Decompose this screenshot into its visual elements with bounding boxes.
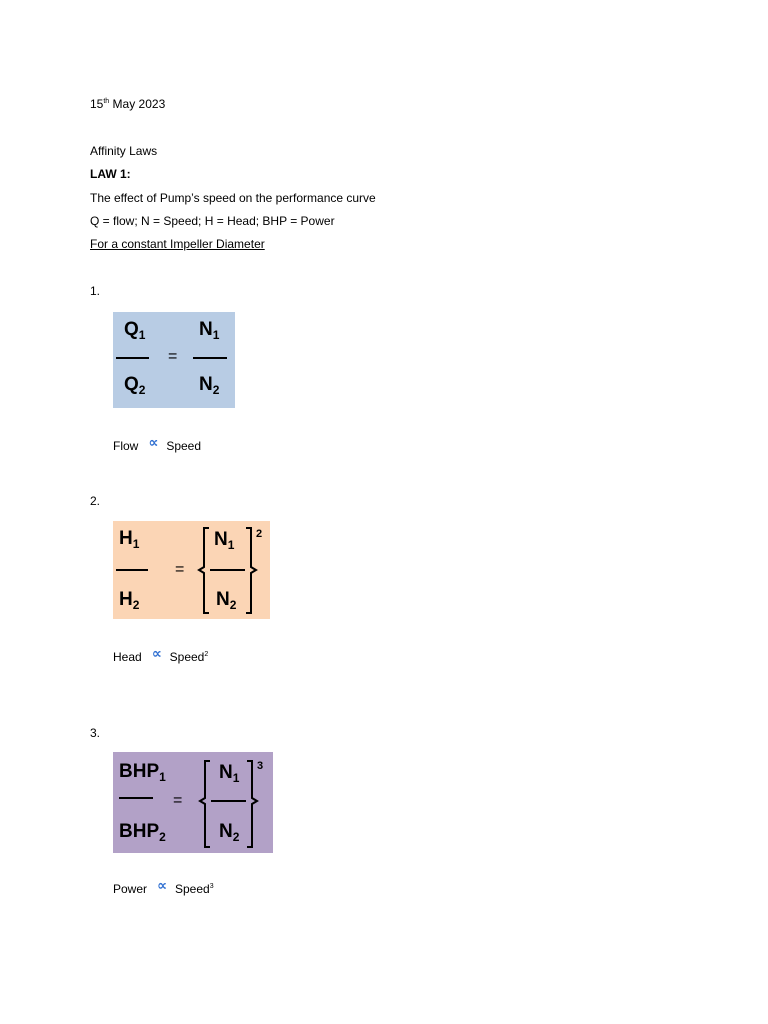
fraction-brackets (113, 521, 270, 619)
fraction-brackets (113, 752, 273, 853)
formula-left-numerator: $Q_1$ (124, 319, 146, 342)
relation-head-speed (113, 645, 209, 664)
formula-right-denominator: $N_2$ (216, 589, 237, 612)
formula-left-denominator: $BHP_2$ (119, 821, 166, 844)
variable-legend: Q = flow; N = Speed; H = Head; BHP = Power (90, 214, 335, 228)
relation-right: Speed (169, 650, 205, 664)
relation-left: Flow (113, 439, 139, 453)
relation-right: Speed (166, 439, 202, 453)
equals-sign: = (173, 792, 183, 809)
formula-right-denominator: $N_2$ (219, 821, 240, 844)
date-day: 15 (90, 97, 104, 111)
item-number-3: 3. (90, 726, 101, 740)
document-date (90, 97, 165, 111)
relation-right: Speed (174, 882, 210, 896)
formula-power-speed (113, 752, 273, 853)
formula-right-numerator: $N_1$ (199, 319, 220, 342)
law-description: The effect of Pump’s speed on the performance curve (90, 191, 376, 205)
relation-left: Head (113, 650, 142, 664)
relation-power-speed (113, 877, 214, 896)
relation-power: 3 (209, 883, 214, 890)
document-title: Affinity Laws (90, 144, 158, 158)
formula-right-numerator: $N_1$ (219, 762, 240, 785)
formula-flow-speed (113, 312, 235, 408)
relation-flow-speed (113, 434, 202, 453)
proportional-icon: ∝ (151, 645, 162, 661)
formula-left-numerator: $BHP_1$ (119, 761, 166, 784)
item-number-1: 1. (90, 284, 101, 298)
item-number-2: 2. (90, 494, 101, 508)
relation-power: 2 (204, 651, 209, 658)
formula-right-denominator: $N_2$ (199, 374, 220, 397)
date-rest: May 2023 (109, 97, 166, 111)
law-heading: LAW 1: (90, 167, 131, 181)
formula-exponent: 2 (256, 528, 263, 540)
formula-right-numerator: $N_1$ (214, 529, 235, 552)
condition-note: For a constant Impeller Diameter (90, 237, 265, 251)
formula-left-numerator: $H_1$ (119, 528, 140, 551)
proportional-icon: ∝ (148, 434, 159, 450)
equals-sign: = (168, 348, 178, 365)
formula-left-denominator: $H_2$ (119, 589, 140, 612)
formula-head-speed (113, 521, 270, 619)
formula-left-denominator: $Q_2$ (124, 374, 146, 397)
date-suffix: th (103, 98, 110, 105)
formula-exponent: 3 (257, 760, 264, 772)
proportional-icon: ∝ (157, 877, 167, 893)
equals-sign: = (175, 561, 185, 578)
relation-left: Power (113, 882, 148, 896)
